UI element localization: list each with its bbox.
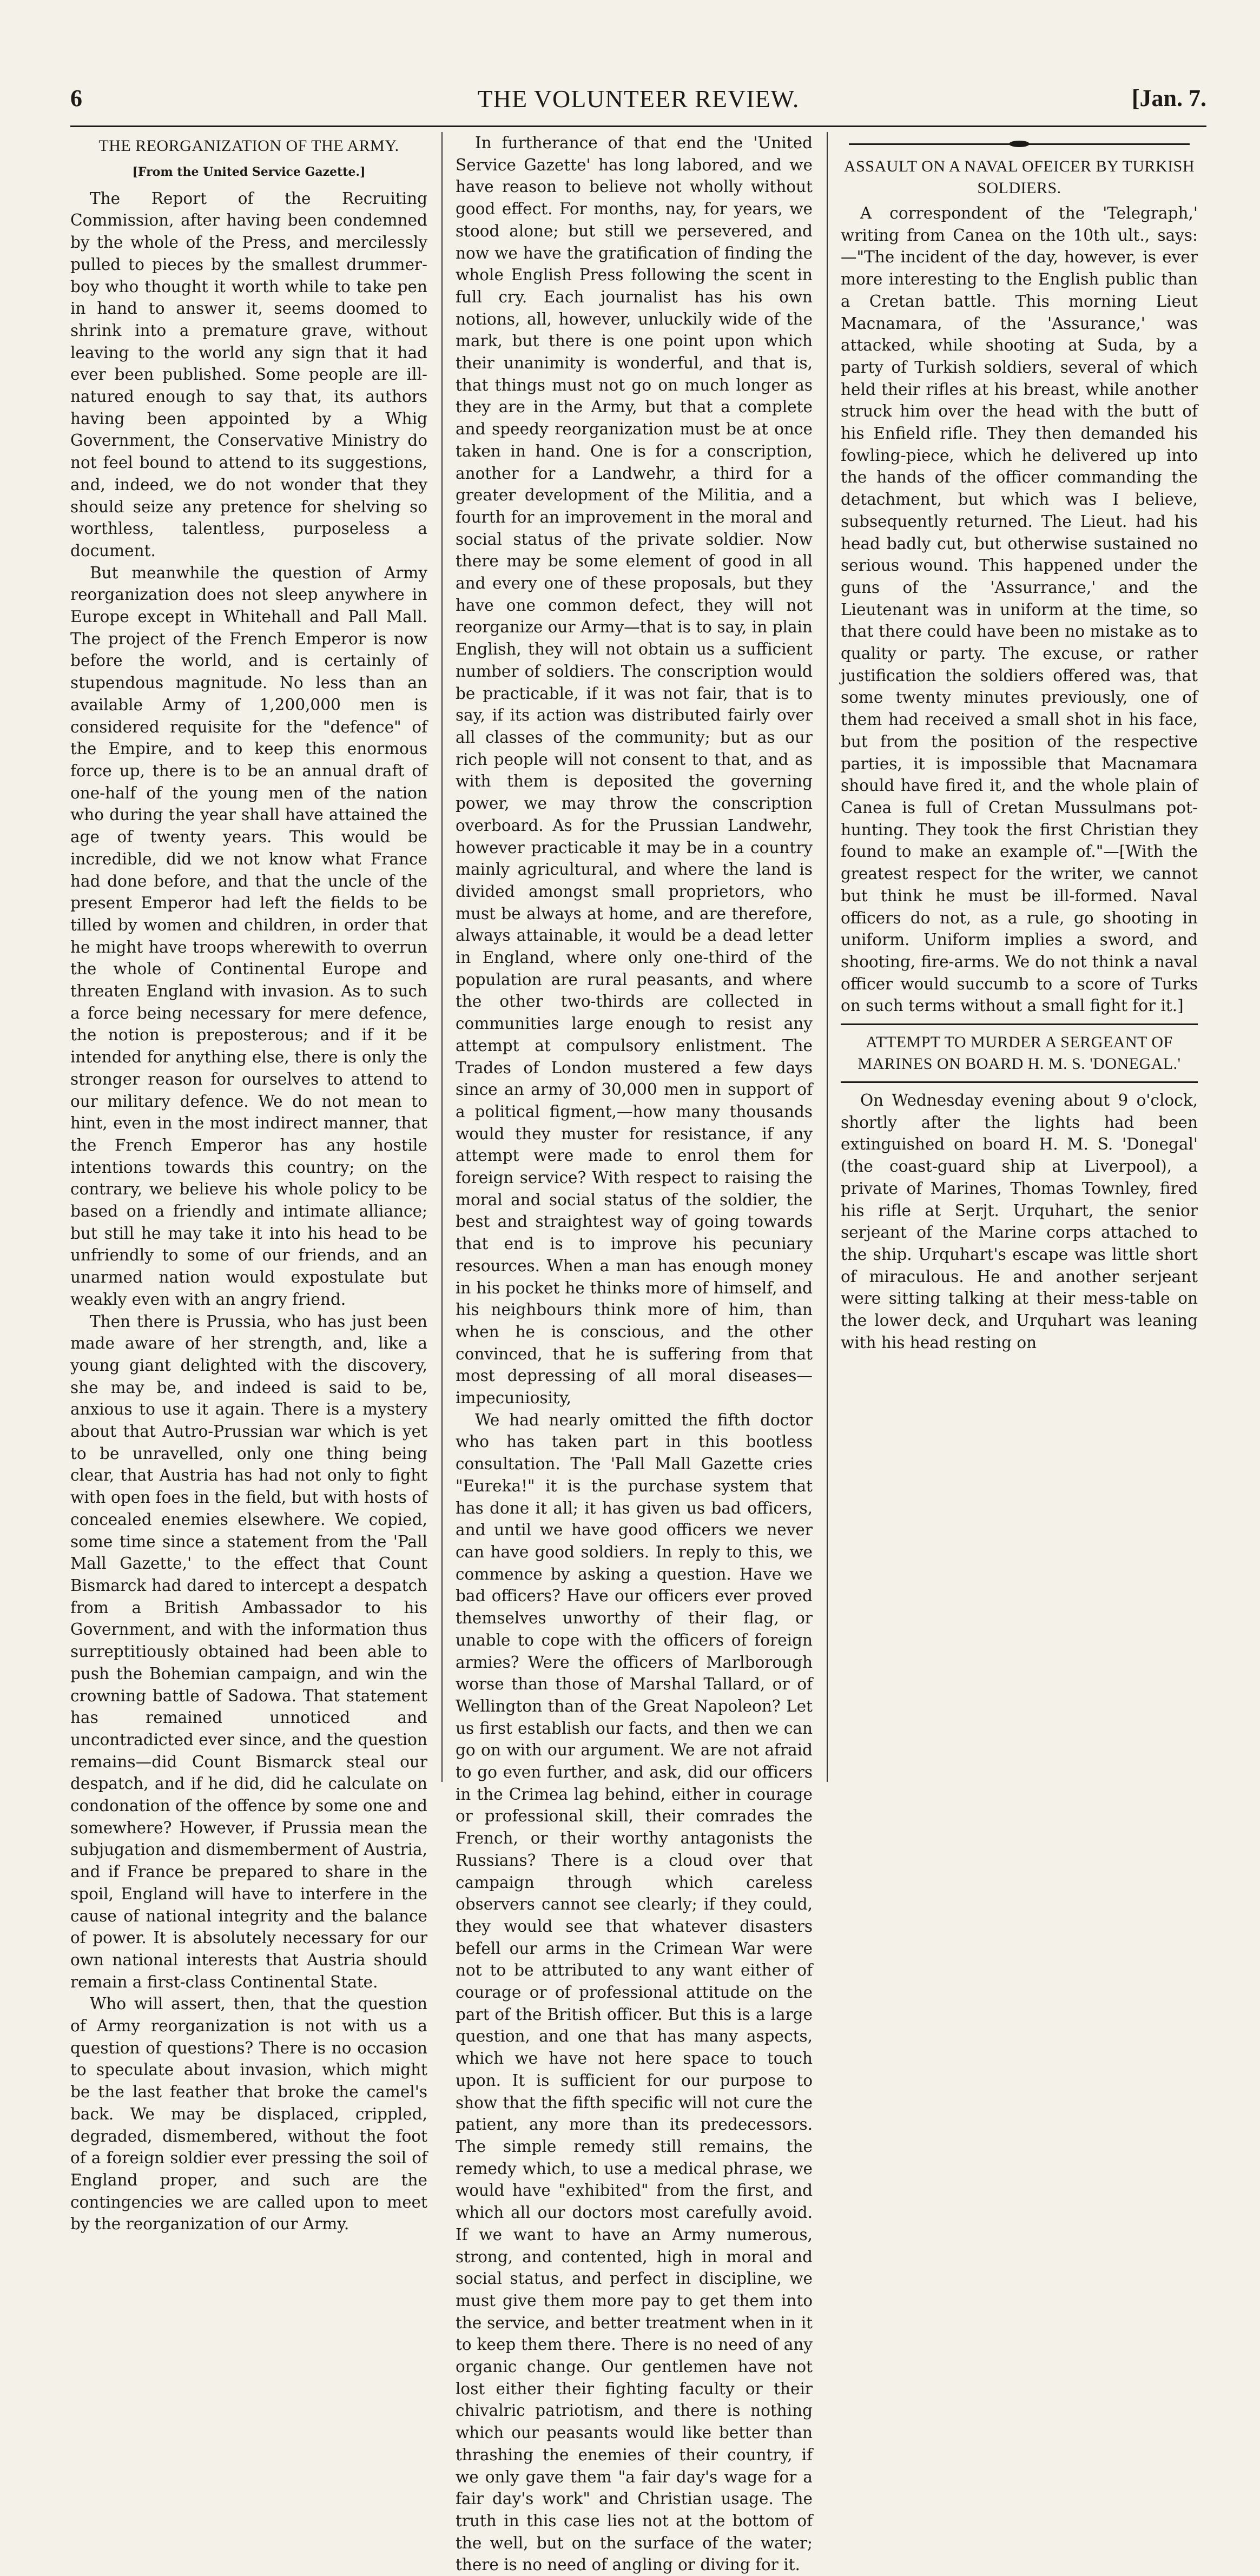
column-3 [841, 132, 1198, 1782]
issue-date: [Jan. 7. [1131, 85, 1206, 111]
header-rule [70, 126, 1206, 127]
column-2 [456, 132, 813, 2574]
section-rule [841, 1023, 1198, 1025]
article-title: ASSAULT ON A NAVAL OFEICER BY TURKISH SOLDIERS. [843, 157, 1195, 197]
article-paragraph: On Wednesday evening about 9 o'clock, shortly after the lights had been extinguished on board H. M. S. 'Donegal' (the coast-guard ship at Liverpool), a private of Marines, Thomas Townley, fired his rifle at Serjt. Urquhart, the senior serjeant of the Marine corps attached to the ship. Urquhart's escape was little short of miraculous. He and another serjeant were sitting talking at their mess-table on the lower deck, and Urquhart was leaning with his head resting on [841, 1091, 1198, 1352]
article-paragraph: The Report of the Recruiting Commission, after having been condemned by the whole of the Press, and mercilessly pulled to pieces by the smallest drummer-boy who thought it worth while to take pen in hand to answer it, seems doomed to shrink into a premature grave, without leaving to the world any sign that it had ever been published. Some people are ill-natured enough to say that, its authors having been appointed by a Whig Government, the Conservative Ministry do not feel bound to attend to its suggestions, and, indeed, we do not wonder that they should seize any pretence for shelving so worthless, talentless, purposeless a document. [70, 189, 427, 560]
article-paragraph: We had nearly omitted the fifth doctor who has taken part in this bootless consultation. The 'Pall Mall Gazette cries "Eureka!" it is the purchase system that has done it all; it has given us bad officers, and until we have good officers we never can have good soldiers. In reply to this, we commence by asking a question. Have we bad officers? Have our officers ever proved themselves unworthy of their flag, or unable to cope with the officers of foreign armies? Were the officers of Marlborough worse than those of Marshal Tallard, or of Wellington than of the Great Napoleon? Let us first establish our facts, and then we can go on with our argument. We are not afraid to go even further, and ask, did our officers in the Crimea lag behind, either in courage or professional skill, their comrades the French, or their worthy antagonists the Russians? There is a cloud over that campaign through which careless observers cannot see clearly; if they could, they would see that whatever disasters befell our arms in the Crimean War were not to be attributed to any want either of courage or of professional attitude on the part of the British officer. But this is a large question, and one that has many aspects, which we have not here space to touch upon. It is sufficient for our purpose to show that the fifth specific will not cure the patient, any more than its predecessors. The simple remedy still remains, the remedy which, to use a medical phrase, we would have "exhibited" from the first, and which all our doctors most carefully avoid. If we want to have an Army numerous, strong, and contented, high in moral and social status, and perfect in discipline, we must give them more pay to get them into the service, and better treatment when in it to keep them there. There is no need of any organic change. Our gentlemen have not lost either their fighting faculty or their chivalric patriotism, and there is nothing which our peasants would like better than thrashing the enemies of their country, if we only gave them "a fair day's wage for a fair day's work" and Christian usage. The truth in this case lies not at the bottom of the well, but on the surface of the water; there is no need of angling or diving for it. [456, 1410, 813, 2574]
article-paragraph: A correspondent of the 'Telegraph,' writing from Canea on the 10th ult., says:—"The incident of the day, however, is ever more interesting to the English public than a Cretan battle. This morning Lieut Macnamara, of the 'Assurance,' was attacked, while shooting at Suda, by a party of Turkish soldiers, several of which held their rifles at his breast, while another struck him over the head with the butt of his Enfield rifle. They then demanded his fowling-piece, which he delivered up into the hands of the officer commanding the detachment, but which was I believe, subsequently returned. The Lieut. had his head badly cut, but otherwise sustained no serious wound. This happened under the guns of the 'Assurrance,' and the Lieutenant was in uniform at the time, so that there could have been no mistake as to quality or party. The excuse, or rather justification the soldiers offered was, that some twenty minutes previously, one of them had received a small shot in his face, but from the position of the respective parties, it is impossible that Macnamara should have fired it, and the whole plain of Canea is full of Cretan Mussulmans pot-hunting. They took the first Christian they found to make an example of."—[With the greatest respect for the writer, we cannot but think he must be ill-formed. Naval officers do not, as a rule, go shooting in uniform. Uniform implies a sword, and shooting, fire-arms. We do not think a naval officer would succumb to a score of Turks on such terms without a small fight for it.] [841, 204, 1198, 1015]
article-paragraph: Who will assert, then, that the question of Army reorganization is not with us a question of questions? There is no occasion to speculate about invasion, which might be the last feather that broke the camel's back. We may be displaced, crippled, degraded, dismembered, without the foot of a foreign soldier ever pressing the soil of England proper, and such are the contingencies we are called upon to meet by the reorganization of our Army. [70, 1994, 427, 2234]
article-paragraph: In furtherance of that end the 'United Service Gazette' has long labored, and we have reason to believe not wholly without good effect. For months, nay, for years, we stood alone; but still we persevered, and now we have the gratification of finding the whole English Press following the scent in full cry. Each journalist has his own notions, all, however, unluckily wide of the mark, but there is one point upon which their unanimity is wonderful, and that is, that things must not go on much longer as they are in the Army, but that a complete and speedy reorganization must be at once taken in hand. One is for a conscription, another for a Landwehr, a third for a greater development of the Militia, and a fourth for an improvement in the moral and social status of the private soldier. Now there may be some element of good in all and every one of these proposals, but they have one common defect, they will not reorganize our Army—that is to say, in plain English, they will not obtain us a sufficient number of soldiers. The conscription would be practicable, if it was not fair, that is to say, if its action was distributed fairly over all classes of the community; but as our rich people will not consent to that, and as with them is deposited the governing power, we may throw the conscription overboard. As for the Prussian Landwehr, however practicable it may be in a country mainly agricultural, and where the land is divided amongst small proprietors, who must be always at home, and are therefore, always attainable, it would be a dead letter in England, where only one-third of the population are rural peasants, and where the other two-thirds are collected in communities large enough to resist any attempt at compulsory enlistment. The Trades of London mustered a few days since an army of 30,000 men in support of a political figment,—how many thousands would they muster for resistance, if any attempt were made to enrol them for foreign service? With respect to raising the moral and social status of the soldier, the best and straightest way of going towards that end is to improve his pecuniary resources. When a man has enough money in his pocket he thinks more of himself, and his neighbours think more of him, than when he is conscious, and the other convinced, that he is suffering from that most depressing of all moral diseases—impecuniosity, [456, 134, 813, 1408]
section-separator [841, 137, 1198, 148]
page-number: 6 [70, 85, 82, 111]
article-paragraph: But meanwhile the question of Army reorganization does not sleep anywhere in Europe except in Whitehall and Pall Mall. The project of the French Emperor is now before the world, and is certainly of stupendous magnitude. No less than an available Army of 1,200,000 men is considered requisite for the "defence" of the Empire, and to keep this enormous force up, there is to be an annual draft of one-half of the young men of the nation who during the year shall have attained the age of twenty years. This would be incredible, did we not know what France had done before, and that the uncle of the present Emperor had left the fields to be tilled by women and children, in order that he might have troops wherewith to overrun the whole of Continental Europe and threaten England with invasion. As to such a force being necessary for mere defence, the notion is preposterous; and if it be intended for anything else, there is only the stronger reason for ourselves to attend to our military defence. We do not mean to hint, even in the most indirect manner, that the French Emperor has any hostile intentions towards this country; on the contrary, we believe his whole policy to be based on a friendly and intimate alliance; but still he may take it into his head to be unfriendly to some of our friends, and an unarmed nation would expostulate but weakly even with an angry friend. [70, 563, 427, 1309]
article-paragraph: Then there is Prussia, who has just been made aware of her strength, and, like a young giant delighted with the discovery, she may be, and indeed is said to be, anxious to use it again. There is a mystery about that Autro-Prussian war which is yet to be unravelled, only one thing being clear, that Austria has had not only to fight with open foes in the field, but with hosts of concealed enemies elsewhere. We copied, some time since a statement from the 'Pall Mall Gazette,' to the effect that Count Bismarck had dared to intercept a despatch from a British Ambassador to his Government, and with the information thus surreptitiously obtained had been able to push the Bohemian campaign, and win the crowning battle of Sadowa. That statement has remained unnoticed and uncontradicted ever since, and the question remains—did Count Bismarck steal our despatch, and if he did, did he calculate on condonation of the offence by some one and somewhere? However, if Prussia mean the subjugation and dismemberment of Austria, and if France be prepared to share in the spoil, England will have to interfere in the cause of national integrity and the balance of power. It is absolutely necessary for our own national interests that Austria should remain a first-class Continental State. [70, 1312, 427, 1991]
column-1 [70, 132, 427, 2234]
column-divider [441, 132, 443, 1782]
masthead: THE VOLUNTEER REVIEW. [477, 85, 800, 113]
article-title: THE REORGANIZATION OF THE ARMY. [98, 137, 399, 155]
page-header [70, 84, 1206, 122]
article-title: ATTEMPT TO MURDER A SERGEANT OF MARINES ON BOARD H. M. S. 'DONEGAL.' [857, 1033, 1181, 1073]
article-source: [From the United Service Gazette.] [132, 165, 366, 179]
section-rule [841, 1081, 1198, 1083]
column-divider [827, 132, 828, 1782]
